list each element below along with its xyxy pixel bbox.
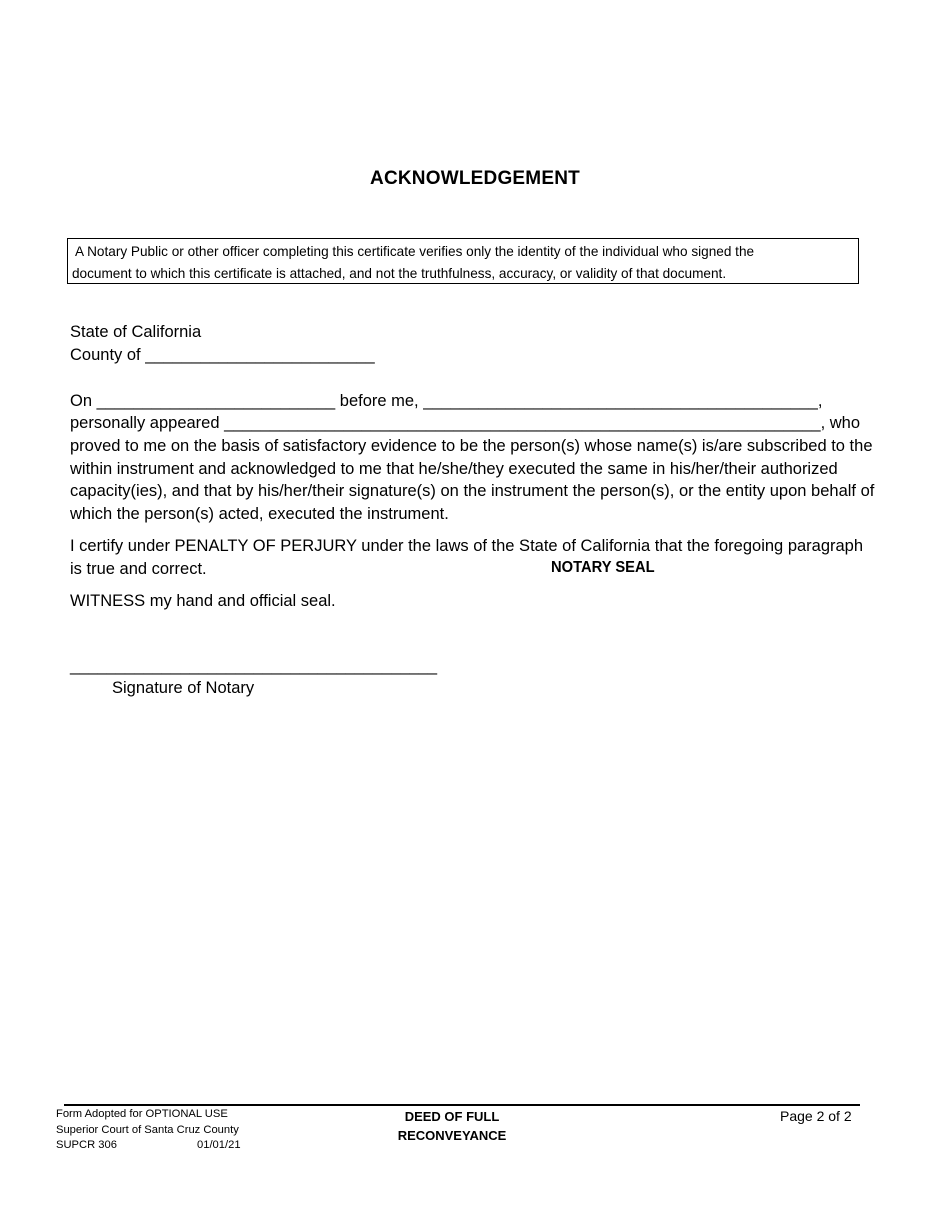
notary-seal-label: NOTARY SEAL [551, 559, 655, 576]
personally-appeared-line: personally appeared _________________________________________________________________, who [70, 414, 861, 432]
footer-form-date: 01/01/21 [197, 1139, 241, 1151]
footer-court: Superior Court of Santa Cruz County [56, 1123, 239, 1136]
witness-line: WITNESS my hand and official seal. [70, 592, 336, 610]
footer-form-info [56, 1107, 241, 1154]
state-line: State of California [70, 323, 202, 341]
county-line: County of _________________________ [70, 346, 375, 364]
footer-divider [64, 1104, 860, 1106]
footer-document-title [352, 1107, 552, 1145]
date-officer-line: On __________________________ before me, ___________________________________________, [70, 392, 823, 410]
notice-line-2: document to which this certificate is attached, and not the truthfulness, accuracy, or validity of that document. [72, 266, 727, 281]
certify-line-2: is true and correct. [70, 560, 207, 578]
footer-form-id-row [56, 1138, 241, 1154]
notary-notice-box [67, 238, 859, 284]
footer-doc-title-line-1: DEED OF FULL [404, 1109, 500, 1124]
page-title: ACKNOWLEDGEMENT [370, 168, 580, 189]
notice-line-1: A Notary Public or other officer completing this certificate verifies only the identity of the individual who signed the [72, 244, 755, 259]
acknowledgement-paragraph: proved to me on the basis of satisfactory evidence to be the person(s) whose name(s) is/are subscribed to the within instrument and acknowledged to me that he/she/they executed the same in his/her/their authorized capacity(ies), and that by his/her/their signature(s) on the instrument the person(s), or the entity upon behalf of which the person(s) acted, executed the instrument. [70, 437, 875, 523]
footer-form-number: SUPCR 306 [56, 1139, 117, 1151]
footer-doc-title-line-2: RECONVEYANCE [397, 1128, 507, 1143]
footer-page-number: Page 2 of 2 [780, 1108, 852, 1124]
signature-line: ________________________________________ [70, 657, 438, 675]
certify-line-1: I certify under PENALTY OF PERJURY under the laws of the State of California that the foregoing paragraph [70, 537, 864, 555]
signature-label: Signature of Notary [112, 679, 255, 697]
footer-form-adopted: Form Adopted for OPTIONAL USE [56, 1108, 228, 1120]
